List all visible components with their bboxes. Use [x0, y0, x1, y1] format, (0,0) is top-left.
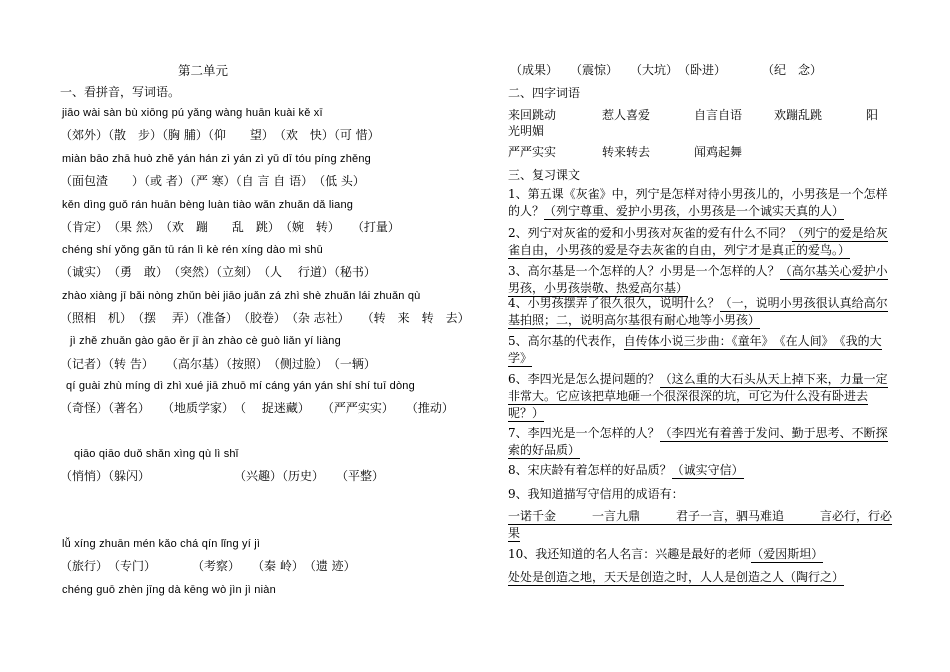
pinyin-line: chéng guō zhèn jīng dà kēng wò jìn jì niàn: [62, 584, 276, 596]
question-text: 4、小男孩摆弄了很久很久，说明什么？: [508, 296, 720, 310]
question-text: 5、高尔基的代表作，: [508, 334, 624, 348]
pinyin-line: qiāo qiāo duǒ shǎn xìng qù lì shǐ: [74, 448, 239, 460]
answer-text: （高尔基关心爱护小男孩，小男孩崇敬、热爱高尔基）: [508, 264, 888, 295]
answer-text: （诚实守信）: [671, 463, 744, 477]
question-text: 7、李四光是一个怎样的人？: [508, 426, 660, 440]
question-3: [508, 263, 893, 297]
word-answer-line: （面包渣 ）（或 者）（严 寒）（自 言 自 语） （低 头）: [60, 174, 365, 188]
question-6: [508, 371, 893, 422]
idiom: 惹人喜爱: [602, 108, 651, 122]
word-answer-line: （记者）（转 告） （高尔基）（按照） （侧过脸） （一辆）: [60, 357, 376, 371]
question-9: [508, 486, 893, 503]
word-answer-line: （肯定） （果 然） （欢 蹦 乱 跳） （婉 转） （打量）: [60, 220, 400, 234]
answer-text: （李四光有着善于发问、勤于思考、不断探索的好品质）: [508, 426, 888, 457]
idiom: 来回跳动: [508, 108, 557, 122]
question-1: [508, 186, 893, 220]
answer-text: （列宁尊重、爱护小男孩，小男孩是一个诚实天真的人）: [544, 204, 845, 218]
question-8: [508, 462, 893, 479]
word-answer-line: （照相 机） （摆 弄）（准备） （胶卷） （杂 志社） （转 来 转 去）: [60, 311, 470, 325]
idiom: 闻鸡起舞: [694, 145, 743, 159]
pinyin-line: chéng shí yǒng gǎn tū rán lì kè rén xíng dào mì shū: [62, 244, 323, 256]
section3-heading: 三、复习课文: [508, 168, 581, 182]
idiom: 严严实实: [508, 145, 557, 159]
pinyin-line: qí guài zhù míng dì zhì xué jiā zhuō mí cáng yán yán shí shí tuī dòng: [66, 380, 415, 392]
unit-title: 第二单元: [178, 63, 229, 78]
answer-9: [508, 508, 893, 542]
top-word-row: （成果） （震惊） （大坑） （卧进） （纪 念）: [510, 63, 823, 77]
question-text: 10、我还知道的名人名言：兴趣是最好的老师: [508, 547, 752, 561]
idiom-row-1-cont: 光明媚: [508, 124, 545, 138]
question-7: [508, 425, 893, 459]
pinyin-line: jì zhě zhuǎn gào gāo ěr jī àn zhào cè guò liǎn yí liàng: [70, 335, 341, 347]
question-5: [508, 333, 893, 367]
word-answer-line: （旅行） （专门） （考察） （秦 岭） （遗 迹）: [60, 559, 356, 573]
answer-text: （列宁的爱是给灰雀自由，小男孩的爱是夺去灰雀的自由，列宁才是真正的爱鸟。）: [508, 226, 888, 257]
answer-text: 处处是创造之地，天天是创造之时，人人是创造之人（陶行之）: [508, 570, 845, 584]
idiom-row-1: [508, 107, 878, 123]
word-answer-line: （悄悄）（躲闪） （兴趣）（历史） （平整）: [60, 469, 385, 483]
question-text: 9、我知道描写守信用的成语有：: [508, 487, 684, 501]
pinyin-line: miàn bāo zhā huò zhě yán hán zì yán zì yǔ dī tóu píng zhěng: [62, 153, 372, 165]
word-answer-line: （郊外）（散 步）（胸 脯）（仰 望） （欢 快）（可 惜）: [60, 128, 380, 142]
section1-heading: 一、看拼音，写词语。: [60, 85, 181, 99]
question-2: [508, 225, 893, 259]
section2-heading: 二、四字词语: [508, 86, 581, 100]
answer-text: （爱因斯坦）: [751, 547, 824, 561]
question-text: 6、李四光是怎么提问题的？: [508, 372, 660, 386]
answer-text: 自传体小说三步曲：《童年》 《在人间》 《我的大学》: [508, 334, 882, 365]
idiom-row-2: [508, 144, 742, 160]
pinyin-line: kěn dìng guǒ rán huān bèng luàn tiào wǎn zhuǎn dǎ liang: [62, 199, 354, 211]
pinyin-line: jiāo wài sàn bù xiōng pú yǎng wàng huān kuài kě xī: [62, 107, 323, 119]
question-text: 3、高尔基是一个怎样的人？小男是一个怎样的人？: [508, 264, 780, 278]
word-answer-line: （诚实） （勇 敢） （突然）（立刻） （人 行道）（秘书）: [60, 265, 376, 279]
question-text: 1、第五课《灰雀》中，列宁是怎样对待小男孩儿的，小男孩是一个怎样的人？: [508, 187, 888, 218]
idiom: 阳: [866, 108, 879, 122]
pinyin-line: lǚ xíng zhuān mén kǎo chá qín lǐng yí jì: [62, 538, 261, 550]
idiom: 自言自语: [694, 108, 743, 122]
answer-10b: [508, 569, 893, 586]
answer-text: （这么重的大石头从天上掉下来，力量一定非常大。它应该把草地砸一个很深很深的坑，可它为什么没有卧进去呢？）: [508, 372, 888, 420]
question-text: 8、宋庆龄有着怎样的好品质？: [508, 463, 672, 477]
question-4: [508, 295, 893, 329]
answer-text: 一诺千金 一言九鼎 君子一言，驷马难追 言必行，行必果: [508, 509, 893, 540]
idiom: 欢蹦乱跳: [774, 108, 823, 122]
pinyin-line: zhào xiàng jī bǎi nòng zhǔn bèi jiāo juǎn zá zhì shè zhuǎn lái zhuǎn qù: [62, 290, 421, 302]
idiom: 转来转去: [602, 145, 651, 159]
question-text: 2、列宁对灰雀的爱和小男孩对灰雀的爱有什么不同？: [508, 226, 792, 240]
question-10: [508, 546, 893, 563]
word-answer-line: （奇怪）（著名） （地质学家） （ 捉迷藏） （严严实实） （推动）: [60, 401, 454, 415]
answer-text: （一，说明小男孩很认真给高尔基拍照；二，说明高尔基很有耐心地等小男孩）: [508, 296, 888, 327]
